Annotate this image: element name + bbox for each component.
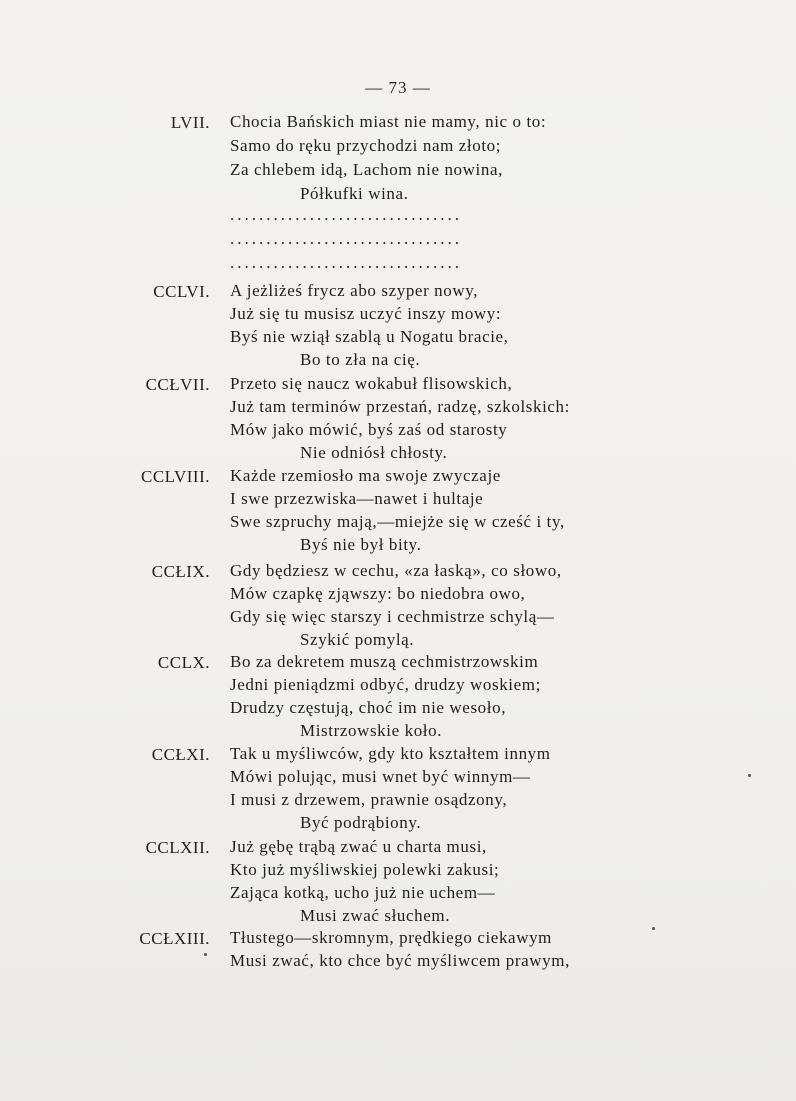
dot-row: ................................ xyxy=(230,205,462,224)
verse-line: Już tam terminów przestań, radzę, szkolskich: xyxy=(230,397,570,416)
stanza-numeral: CCLX. xyxy=(157,653,210,672)
verse-line: Bo za dekretem muszą cechmistrzowskim xyxy=(230,652,539,671)
verse-line: Swe szpruchy mają,—miejże się w cześć i ty, xyxy=(230,512,565,531)
verse-line: Drudzy częstują, choć im nie wesoło, xyxy=(230,698,507,717)
stanza-numeral: LVII. xyxy=(170,113,210,132)
stanza-numeral: CCLVIII. xyxy=(140,467,210,486)
verse-line: Mów czapkę zjąwszy: bo niedobra owo, xyxy=(230,584,526,603)
stanza-numeral: CCŁXIII. xyxy=(139,929,210,948)
page-number: — 73 — xyxy=(365,78,431,97)
verse-line: Bo to zła na cię. xyxy=(300,350,421,369)
paper-speck xyxy=(204,953,207,956)
verse-line: Tak u myśliwców, gdy kto kształtem innym xyxy=(230,744,551,763)
stanza-numeral: CCLVI. xyxy=(153,282,210,301)
verse-line: Każde rzemiosło ma swoje zwyczaje xyxy=(230,466,501,485)
verse-line: Być podrąbiony. xyxy=(300,813,422,832)
verse-line: Musi zwać, kto chce być myśliwcem prawym, xyxy=(230,951,570,970)
verse-line: I swe przezwiska—nawet i hultaje xyxy=(230,489,484,508)
verse-line: Byś nie wziął szablą u Nogatu bracie, xyxy=(230,327,509,346)
stanza-numeral: CCLXII. xyxy=(145,838,210,857)
verse-line: Mów jako mówić, byś zaś od starosty xyxy=(230,420,508,439)
verse-line: Musi zwać słuchem. xyxy=(300,906,451,925)
stanza-numeral: CCŁXI. xyxy=(151,745,210,764)
verse-line: Kto już myśliwskiej polewki zakusi; xyxy=(230,860,500,879)
verse-line: Gdy się więc starszy i cechmistrze schylą— xyxy=(230,607,555,626)
verse-line: I musi z drzewem, prawnie osądzony, xyxy=(230,790,508,809)
verse-line: Mistrzowskie koło. xyxy=(300,721,443,740)
verse-line: Już gębę trąbą zwać u charta musi, xyxy=(230,837,487,856)
verse-line: Jedni pieniądzmi odbyć, drudzy woskiem; xyxy=(230,675,541,694)
verse-line: Już się tu musisz uczyć inszy mowy: xyxy=(230,304,502,323)
stanza-numeral: CCŁVII. xyxy=(145,375,210,394)
verse-line: Przeto się naucz wokabuł flisowskich, xyxy=(230,374,513,393)
paper-speck xyxy=(652,927,655,930)
verse-line: Nie odniósł chłosty. xyxy=(300,443,448,462)
dot-row: ................................ xyxy=(230,229,462,248)
verse-line: Samo do ręku przychodzi nam złoto; xyxy=(230,136,502,155)
verse-line: A jeżliżeś frycz abo szyper nowy, xyxy=(230,281,479,300)
dot-row: ................................ xyxy=(230,253,462,272)
verse-line: Za chlebem idą, Lachom nie nowina, xyxy=(230,160,503,179)
verse-line: Zająca kotką, ucho już nie uchem— xyxy=(230,883,496,902)
verse-line: Tłustego—skromnym, prędkiego ciekawym xyxy=(230,928,552,947)
verse-line: Chocia Bańskich miast nie mamy, nic o to: xyxy=(230,112,547,131)
verse-line: Szykić pomylą. xyxy=(300,630,415,649)
verse-line: Gdy będziesz w cechu, «za łaską», co słowo, xyxy=(230,561,562,580)
paper-speck xyxy=(748,774,751,777)
stanza-numeral: CCŁIX. xyxy=(151,562,210,581)
verse-line: Półkufki wina. xyxy=(300,184,409,203)
verse-line: Mówi polując, musi wnet być winnym— xyxy=(230,767,531,786)
verse-line: Byś nie był bity. xyxy=(300,535,422,554)
